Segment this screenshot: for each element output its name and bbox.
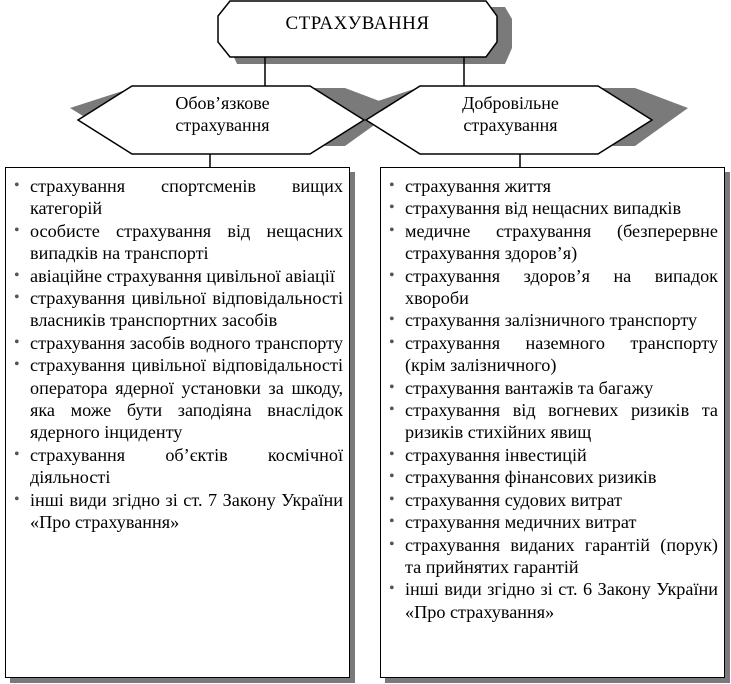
list-item: • страхування життя bbox=[389, 175, 718, 197]
list-item: • особисте страхування від нещасних випадків на транспорті bbox=[14, 220, 343, 265]
list-item: • страхування від вогневих ризиків та ризиків стихійних явищ bbox=[389, 399, 718, 444]
list-item: • страхування фінансових ризиків bbox=[389, 466, 718, 488]
list-item: • страхування спортсменів вищих категорій bbox=[14, 175, 343, 220]
list-item: • страхування об’єктів космічної діяльності bbox=[14, 444, 343, 489]
branch-right-title bbox=[408, 92, 613, 136]
list-item: • страхування вантажів та багажу bbox=[389, 377, 718, 399]
list-item: • страхування цивільної відповідальності оператора ядерної установки за шкоду, яка може бути заподіяна внаслідок ядерного інциденту bbox=[14, 354, 343, 444]
branch-left-title-line2: страхування bbox=[175, 115, 270, 135]
voluntary-insurance-list bbox=[389, 175, 718, 623]
list-item: • страхування судових витрат bbox=[389, 489, 718, 511]
list-item: • страхування інвестицій bbox=[389, 444, 718, 466]
list-item: • інші види згідно зі ст. 6 Закону України «Про страхування» bbox=[389, 578, 718, 623]
list-item: • інші види згідно зі ст. 7 Закону України «Про страхування» bbox=[14, 489, 343, 534]
branch-left-title-line1: Обов’язкове bbox=[175, 93, 270, 113]
list-item: • медичне страхування (безперервне страхування здоров’я) bbox=[389, 220, 718, 265]
branch-right-title-line2: страхування bbox=[463, 115, 558, 135]
root-node-label: СТРАХУВАННЯ bbox=[285, 13, 430, 34]
list-item: • страхування засобів водного транспорту bbox=[14, 332, 343, 354]
list-right-box bbox=[380, 167, 725, 678]
branch-left-title bbox=[120, 92, 325, 136]
mandatory-insurance-list bbox=[14, 175, 343, 534]
branch-right-title-line1: Добровільне bbox=[462, 93, 559, 113]
list-item: • страхування медичних витрат bbox=[389, 511, 718, 533]
list-item: • страхування цивільної відповідальності власників транспортних засобів bbox=[14, 287, 343, 332]
list-item: • страхування від нещасних випадків bbox=[389, 197, 718, 219]
list-item: • страхування наземного транспорту (крім залізничного) bbox=[389, 332, 718, 377]
list-item: • страхування здоров’я на випадок хвороби bbox=[389, 265, 718, 310]
list-item: • страхування виданих гарантій (порук) та прийнятих гарантій bbox=[389, 534, 718, 579]
list-item: • авіаційне страхування цивільної авіації bbox=[14, 265, 343, 287]
list-item: • страхування залізничного транспорту bbox=[389, 309, 718, 331]
list-left-box bbox=[5, 167, 350, 678]
